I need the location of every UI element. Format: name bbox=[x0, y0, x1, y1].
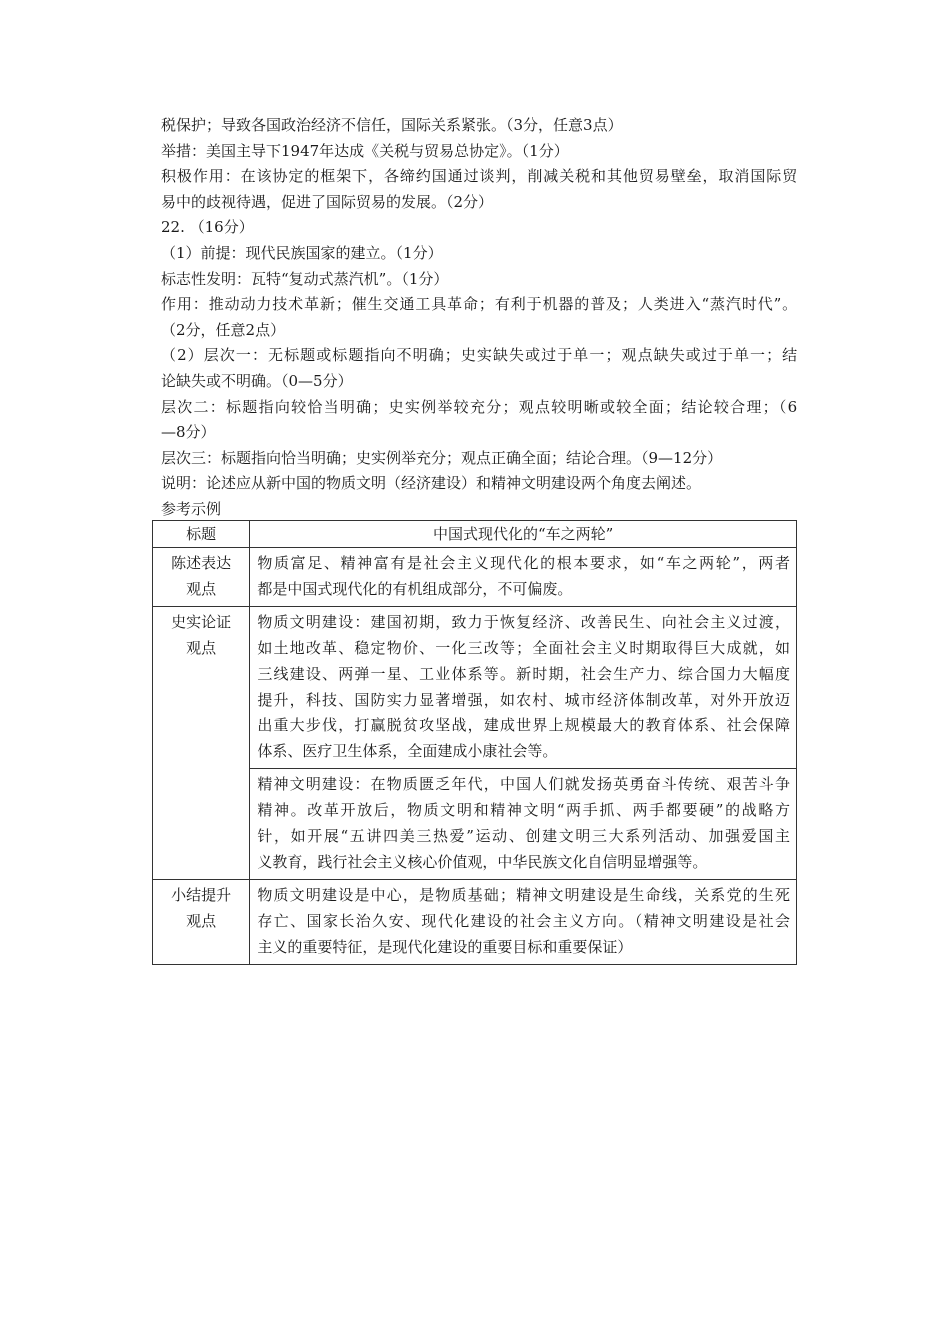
row-label-line: 史实论证 bbox=[171, 612, 232, 631]
row-label-line: 观点 bbox=[186, 911, 217, 930]
table-row bbox=[153, 769, 797, 880]
row-content bbox=[250, 769, 797, 880]
paragraph-line: 层次三：标题指向恰当明确；史实例举充分；观点正确全面；结论合理。（9—12分） bbox=[161, 448, 723, 467]
question-number: 22. （16分） bbox=[161, 218, 254, 237]
paragraph-line: （1）前提：现代民族国家的建立。（1分） bbox=[161, 243, 443, 262]
row-content-line: 针，如开展“五讲四美三热爱”运动、创建文明三大系列活动、加强爱国主 bbox=[257, 827, 790, 846]
reference-example-table bbox=[152, 520, 797, 965]
row-label bbox=[153, 879, 250, 964]
row-content-line: 主义的重要特征，是现代化建设的重要目标和重要保证） bbox=[257, 937, 633, 956]
table-header-title: 标题 bbox=[153, 521, 250, 548]
row-content-line: 精神。改革开放后，物质文明和精神文明“两手抓、两手都要硬”的战略方 bbox=[257, 801, 790, 820]
row-label bbox=[153, 606, 250, 879]
table-row bbox=[153, 606, 797, 768]
table-row bbox=[153, 879, 797, 964]
paragraph-line: —8分） bbox=[161, 423, 216, 442]
paragraph-line: （2分，任意2点） bbox=[161, 320, 286, 339]
paragraph-line: 积极作用：在该协定的框架下，各缔约国通过谈判，削减关税和其他贸易壁垒，取消国际贸 bbox=[161, 167, 797, 186]
row-label-line: 陈述表达 bbox=[171, 554, 232, 572]
row-content-line: 精神文明建设：在物质匮乏年代，中国人们就发扬英勇奋斗传统、艰苦斗争 bbox=[257, 775, 790, 794]
row-content-line: 物质富足、精神富有是社会主义现代化的根本要求，如“车之两轮”，两者 bbox=[257, 554, 790, 572]
row-content-line: 物质文明建设是中心，是物质基础；精神文明建设是生命线，关系党的生死 bbox=[257, 885, 790, 904]
row-content-line: 义教育，践行社会主义核心价值观，中华民族文化自信明显增强等。 bbox=[257, 852, 708, 871]
row-label-line: 观点 bbox=[186, 638, 217, 657]
paragraph-line: 论缺失或不明确。（0—5分） bbox=[161, 371, 353, 390]
row-content bbox=[250, 548, 797, 607]
paragraph-line: 层次二：标题指向较恰当明确；史实例举较充分；观点较明晰或较全面；结论较合理；（6 bbox=[161, 397, 797, 416]
row-content-line: 如土地改革、稳定物价、一化三改等；全面社会主义时期取得巨大成就，如 bbox=[257, 638, 790, 657]
row-label-line: 小结提升 bbox=[171, 885, 232, 904]
row-content-line: 提升，科技、国防实力显著增强，如农村、城市经济体制改革，对外开放迈 bbox=[257, 690, 790, 709]
row-label-line: 观点 bbox=[186, 579, 217, 598]
table-header-topic: 中国式现代化的“车之两轮” bbox=[250, 521, 797, 548]
row-content-line: 存亡、国家长治久安、现代化建设的社会主义方向。（精神文明建设是社会 bbox=[257, 911, 790, 930]
table-row bbox=[153, 548, 797, 607]
paragraph-line: 举措：美国主导下1947年达成《关税与贸易总协定》。（1分） bbox=[161, 141, 569, 160]
paragraph-line: （2）层次一：无标题或标题指向不明确；史实缺失或过于单一；观点缺失或过于单一；结 bbox=[161, 346, 797, 365]
reference-example-table-wrapper bbox=[152, 520, 797, 965]
paragraph-line: 税保护；导致各国政治经济不信任，国际关系紧张。（3分，任意3点） bbox=[161, 116, 623, 134]
row-content-line: 都是中国式现代化的有机组成部分，不可偏废。 bbox=[257, 579, 573, 598]
table-header-row bbox=[153, 521, 797, 548]
row-content-line: 体系、医疗卫生体系，全面建成小康社会等。 bbox=[257, 742, 558, 761]
paragraph-line: 标志性发明：瓦特“复动式蒸汽机”。（1分） bbox=[161, 269, 449, 288]
paragraph-line: 易中的歧视待遇，促进了国际贸易的发展。（2分） bbox=[161, 192, 494, 211]
row-content bbox=[250, 879, 797, 964]
answer-text-block bbox=[161, 113, 797, 523]
row-content-line: 出重大步伐，打赢脱贫攻坚战，建成世界上规模最大的教育体系、社会保障 bbox=[257, 716, 790, 735]
reference-example-heading: 参考示例 bbox=[161, 499, 222, 518]
row-content bbox=[250, 606, 797, 768]
row-label bbox=[153, 548, 250, 607]
paragraph-line: 作用：推动动力技术革新；催生交通工具革命；有利于机器的普及；人类进入“蒸汽时代”。 bbox=[161, 295, 797, 314]
row-content-line: 三线建设、两弹一星、工业体系等。新时期，社会生产力、综合国力大幅度 bbox=[257, 664, 790, 683]
row-content-line: 物质文明建设：建国初期，致力于恢复经济、改善民生、向社会主义过渡， bbox=[257, 612, 790, 631]
paragraph-line: 说明：论述应从新中国的物质文明（经济建设）和精神文明建设两个角度去阐述。 bbox=[161, 474, 702, 493]
